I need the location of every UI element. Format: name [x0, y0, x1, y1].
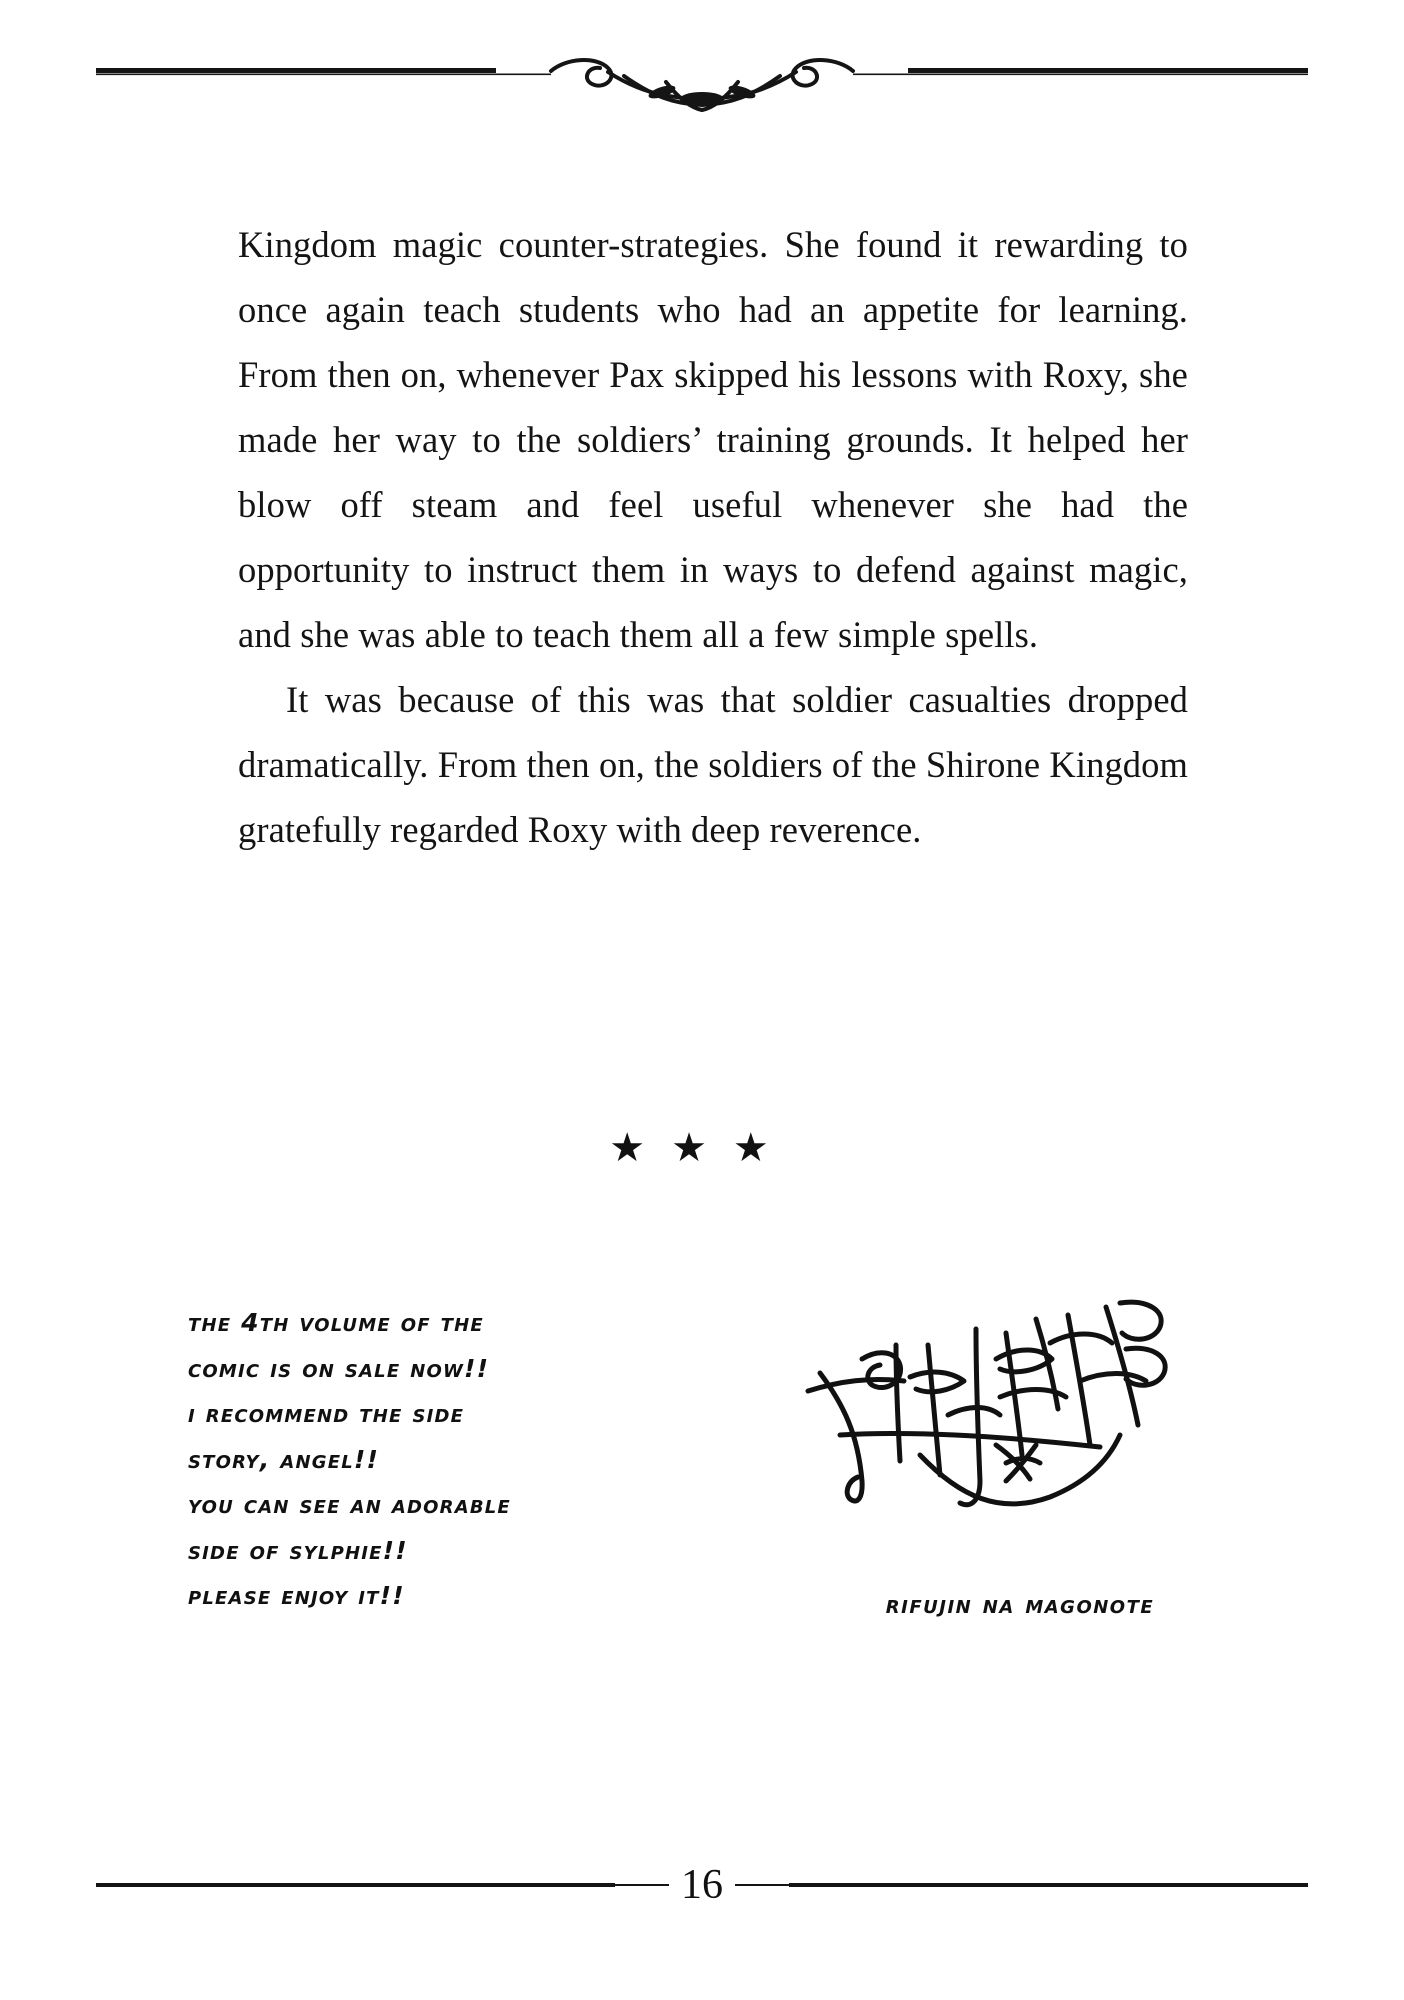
- section-separator: [0, 1125, 1404, 1170]
- footer-rule-left: [96, 1883, 615, 1887]
- author-note: [188, 1300, 708, 1619]
- footer-rule-right: [789, 1883, 1308, 1887]
- author-note-line: story, angel!!: [188, 1444, 380, 1474]
- handwritten-signature-icon: [800, 1285, 1230, 1585]
- page-number: 16: [681, 1862, 723, 1908]
- author-note-line: comic is on sale now!!: [188, 1353, 490, 1383]
- flourish-divider-icon: [96, 52, 1308, 112]
- page-body-text: [238, 212, 1188, 862]
- paragraph: Kingdom magic counter-strategies. She found it rewarding to once again teach students who had an appetite for learning. From then on, whenever Pax skipped his lessons with Roxy, she made her way to the soldiers’ training grounds. It helped her blow off steam and feel useful whenever she had the opportunity to instruct them in ways to defend against magic, and she was able to teach them all a few simple spells.: [238, 224, 1188, 655]
- star-icon: ★: [671, 1125, 733, 1170]
- star-icon: ★: [609, 1125, 672, 1170]
- author-note-line: i recommend the side: [188, 1399, 465, 1428]
- author-signature-name: rifujin na magonote: [885, 1590, 1155, 1620]
- author-note-line: side of sylphie!!: [188, 1535, 408, 1565]
- author-note-line: you can see an adorable: [188, 1490, 511, 1519]
- page-footer: [96, 1855, 1308, 1915]
- author-note-line: please enjoy it!!: [188, 1581, 405, 1610]
- star-icon: ★: [732, 1125, 795, 1170]
- author-note-line: the 4th volume of the: [188, 1308, 484, 1337]
- paragraph: It was because of this was that soldier casualties dropped dramatically. From then on, the soldiers of the Shirone Kingdom gratefully regarded Roxy with deep reverence.: [238, 679, 1188, 850]
